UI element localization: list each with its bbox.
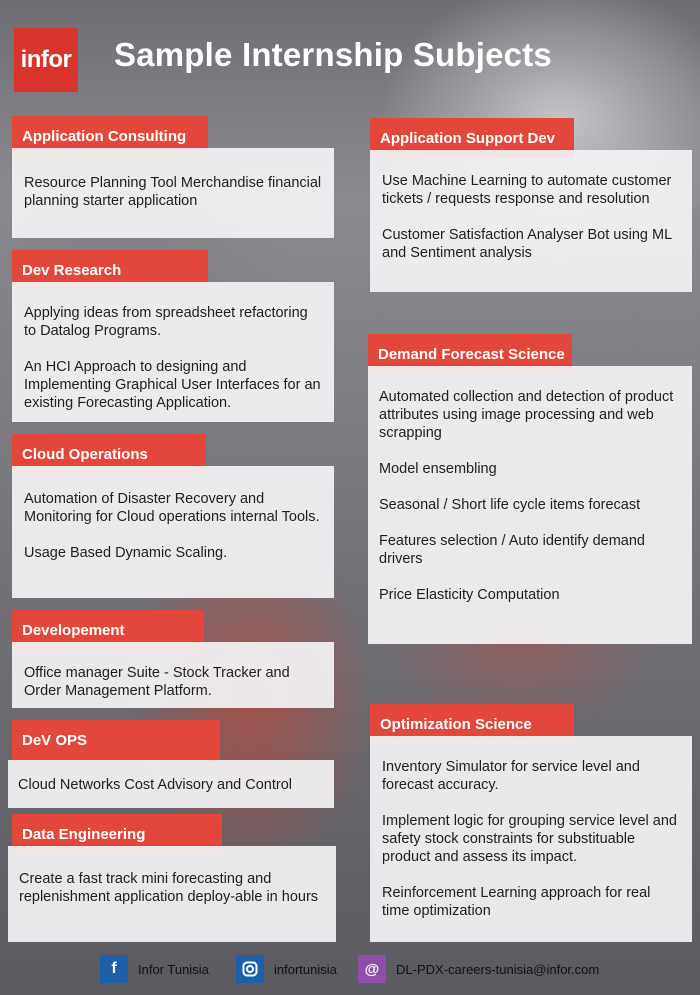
list-item: Customer Satisfaction Analyser Bot using ML and Sentiment analysis xyxy=(382,227,672,261)
section-body-application-consulting xyxy=(12,148,334,238)
section-body-devops xyxy=(8,760,334,808)
section-body-cloud-operations xyxy=(12,466,334,598)
section-header-application-consulting: Application Consulting xyxy=(12,116,208,156)
section-header-application-support: Application Support Dev xyxy=(370,118,574,158)
list-item: Inventory Simulator for service level and forecast accuracy. xyxy=(382,759,640,793)
list-item: Features selection / Auto identify demand drivers xyxy=(379,533,645,567)
section-body-demand-forecast xyxy=(368,366,692,644)
section-body-dev-research xyxy=(12,282,334,422)
infor-logo: infor xyxy=(14,28,78,92)
facebook-icon: f xyxy=(100,955,128,983)
section-body-developement xyxy=(12,642,334,708)
instagram-icon xyxy=(236,955,264,983)
section-header-developement: Developement xyxy=(12,610,204,650)
list-item: Resource Planning Tool Merchandise financial planning starter application xyxy=(24,175,322,209)
list-item: Usage Based Dynamic Scaling. xyxy=(24,545,228,561)
email-icon: @ xyxy=(358,955,386,983)
list-item: Automated collection and detection of product attributes using image processing and web scrapping xyxy=(379,389,674,441)
list-item: Implement logic for grouping service level and safety stock constraints for substituable product and assess its impact. xyxy=(382,813,677,865)
list-item: An HCI Approach to designing and Implementing Graphical User Interfaces for an existing Forecasting Application. xyxy=(24,359,321,411)
list-item: Automation of Disaster Recovery and Monitoring for Cloud operations internal Tools. xyxy=(24,491,320,525)
section-header-data-engineering: Data Engineering xyxy=(12,814,222,854)
section-header-optimization: Optimization Science xyxy=(370,704,574,744)
list-item: Create a fast track mini forecasting and replenishment application deploy-able in hours xyxy=(19,871,319,905)
section-header-dev-research: Dev Research xyxy=(12,250,208,290)
section-header-devops: DeV OPS xyxy=(12,720,220,760)
instagram-label: infortunisia xyxy=(274,961,337,977)
list-item: Use Machine Learning to automate customer tickets / requests response and resolution xyxy=(382,173,672,207)
list-item: Price Elasticity Computation xyxy=(379,587,560,603)
list-item: Reinforcement Learning approach for real time optimization xyxy=(382,885,651,919)
page-title: Sample Internship Subjects xyxy=(114,36,552,73)
list-item: Seasonal / Short life cycle items forecast xyxy=(379,497,641,513)
section-header-cloud-operations: Cloud Operations xyxy=(12,434,206,474)
footer-email[interactable] xyxy=(358,955,599,983)
facebook-label: Infor Tunisia xyxy=(138,961,209,977)
list-item: Cloud Networks Cost Advisory and Control xyxy=(18,777,293,793)
list-item: Applying ideas from spreadsheet refactoring to Datalog Programs. xyxy=(24,305,308,339)
footer-instagram[interactable] xyxy=(236,955,337,983)
section-body-data-engineering xyxy=(8,846,336,942)
footer-facebook[interactable] xyxy=(100,955,209,983)
list-item: Model ensembling xyxy=(379,461,497,477)
section-header-demand-forecast: Demand Forecast Science xyxy=(368,334,572,374)
section-body-application-support xyxy=(370,150,692,292)
email-label: DL-PDX-careers-tunisia@infor.com xyxy=(396,961,600,977)
list-item: Office manager Suite - Stock Tracker and Order Management Platform. xyxy=(24,665,290,699)
section-body-optimization xyxy=(370,736,692,942)
